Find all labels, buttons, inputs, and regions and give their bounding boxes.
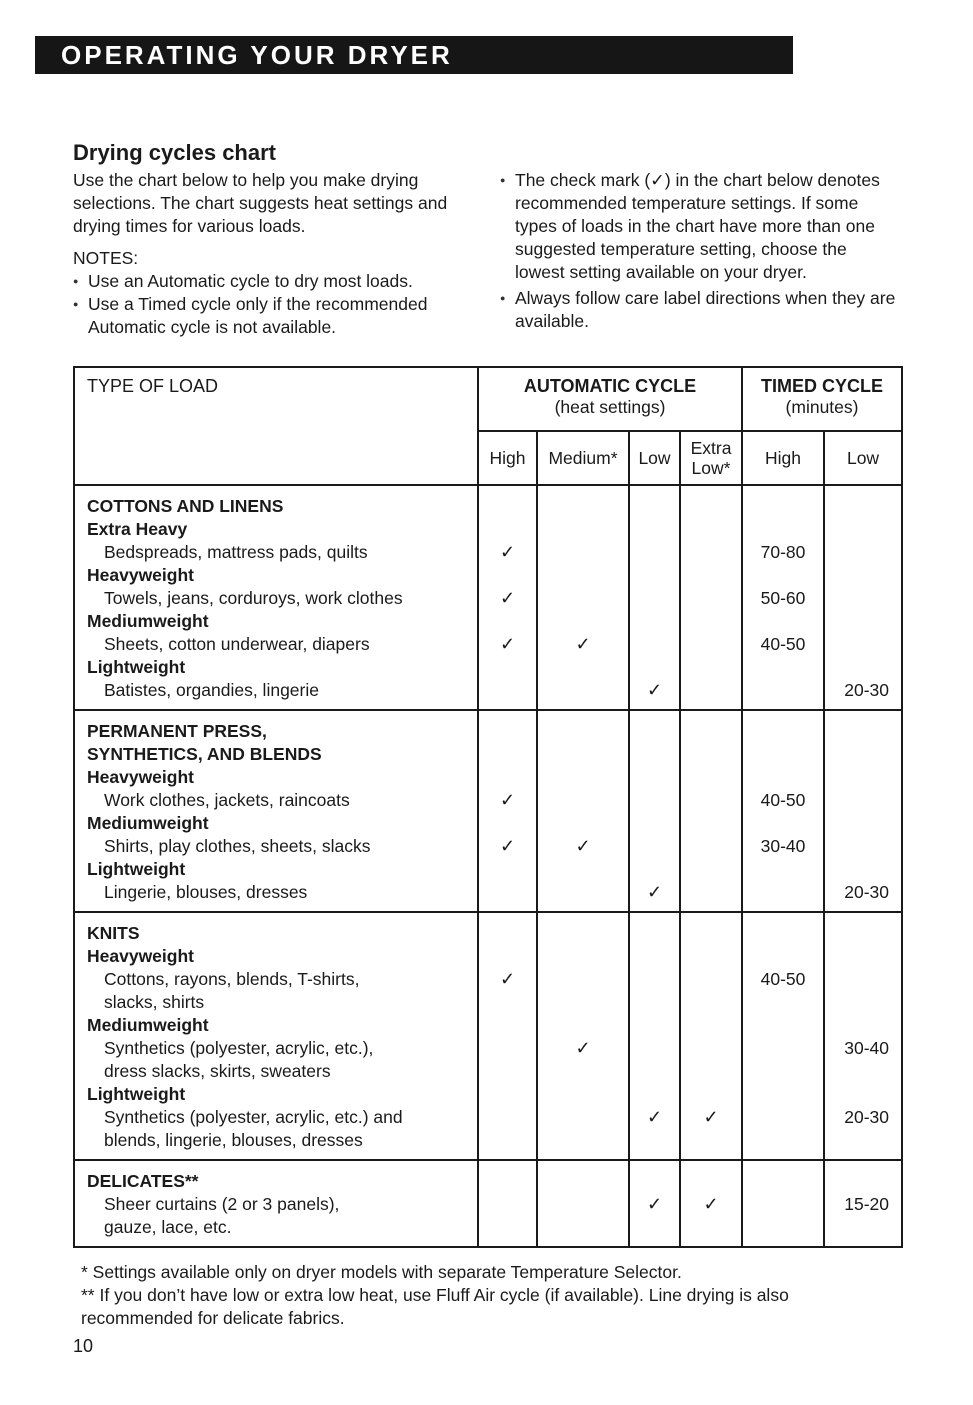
notes-heading: NOTES: xyxy=(73,248,139,268)
load-items: Shirts, play clothes, sheets, slacks xyxy=(104,836,371,856)
check-mark: ✓ xyxy=(499,634,516,654)
weight-label: Heavyweight xyxy=(87,565,194,585)
check-mark xyxy=(538,881,628,904)
time-value xyxy=(825,541,901,564)
auto-low-column xyxy=(629,710,680,912)
time-value: 70-80 xyxy=(760,542,806,562)
timed-high-column xyxy=(742,912,824,1160)
check-mark xyxy=(681,679,741,702)
auto-medium-column xyxy=(537,710,629,912)
auto-low-column xyxy=(629,912,680,1160)
timed-cycle-header xyxy=(742,367,902,431)
check-mark xyxy=(630,968,679,991)
load-type-cell xyxy=(74,1160,478,1247)
check-mark xyxy=(538,968,628,991)
note-bullet: ● Always follow care label directions when they are available. xyxy=(500,287,900,333)
check-mark: ✓ xyxy=(646,1194,663,1214)
check-mark: ✓ xyxy=(575,1038,591,1058)
check-mark xyxy=(681,541,741,564)
check-mark: ✓ xyxy=(499,790,516,810)
time-value: 20-30 xyxy=(844,882,890,902)
load-items: Towels, jeans, corduroys, work clothes xyxy=(104,588,403,608)
check-mark xyxy=(630,633,679,656)
auto-extra-low-column xyxy=(680,1160,742,1247)
auto-extra-low-column xyxy=(680,485,742,710)
timed-low-column xyxy=(824,485,902,710)
type-of-load-header: TYPE OF LOAD xyxy=(74,367,478,485)
load-items: Batistes, organdies, lingerie xyxy=(104,680,319,700)
automatic-cycle-title: AUTOMATIC CYCLE xyxy=(523,376,697,396)
timed-high-column xyxy=(742,710,824,912)
time-value xyxy=(825,633,901,656)
check-mark xyxy=(538,679,628,702)
check-mark xyxy=(681,968,741,991)
check-mark: ✓ xyxy=(499,969,516,989)
auto-low-column xyxy=(629,1160,680,1247)
load-items: Synthetics (polyester, acrylic, etc.), xyxy=(104,1038,374,1058)
time-value: 40-50 xyxy=(760,634,806,654)
check-mark: ✓ xyxy=(703,1194,719,1214)
time-value: 15-20 xyxy=(844,1194,890,1214)
auto-medium-column xyxy=(537,485,629,710)
group-title: DELICATES** xyxy=(87,1171,199,1191)
time-value: 50-60 xyxy=(760,588,806,608)
page-number: 10 xyxy=(73,1336,94,1356)
automatic-cycle-header xyxy=(478,367,742,431)
col-auto-high: High xyxy=(478,431,537,485)
weight-label: Lightweight xyxy=(87,657,186,677)
load-items: Synthetics (polyester, acrylic, etc.) and xyxy=(104,1107,403,1127)
check-mark xyxy=(681,633,741,656)
check-mark: ✓ xyxy=(499,542,516,562)
load-items: Lingerie, blouses, dresses xyxy=(104,882,308,902)
check-mark xyxy=(538,541,628,564)
group-title: SYNTHETICS, AND BLENDS xyxy=(87,744,322,764)
time-value xyxy=(743,1106,823,1129)
footnote: ** If you don’t have low or extra low heat, use Fluff Air cycle (if available). Line drying is also recommended for delicate fabrics. xyxy=(81,1285,789,1328)
check-mark xyxy=(630,1037,679,1060)
check-mark: ✓ xyxy=(499,836,516,856)
load-items: blends, lingerie, blouses, dresses xyxy=(104,1130,363,1150)
timed-low-column xyxy=(824,912,902,1160)
timed-cycle-title: TIMED CYCLE xyxy=(761,376,884,396)
check-mark: ✓ xyxy=(499,588,516,608)
time-value: 30-40 xyxy=(760,836,806,856)
col-auto-low: Low xyxy=(629,431,680,485)
timed-low-column xyxy=(824,710,902,912)
table-row-cottons xyxy=(74,485,902,710)
weight-label: Heavyweight xyxy=(87,946,194,966)
drying-cycles-table xyxy=(73,366,903,1248)
auto-low-column xyxy=(629,485,680,710)
intro-column xyxy=(73,169,473,339)
section-banner xyxy=(35,36,793,74)
check-mark xyxy=(630,541,679,564)
time-value: 40-50 xyxy=(760,790,806,810)
check-mark: ✓ xyxy=(646,1107,663,1127)
time-value: 40-50 xyxy=(760,969,806,989)
weight-label: Mediumweight xyxy=(87,1015,209,1035)
check-mark xyxy=(479,1037,536,1060)
auto-medium-column xyxy=(537,1160,629,1247)
table-row-permanent-press xyxy=(74,710,902,912)
weight-label: Heavyweight xyxy=(87,767,194,787)
check-mark: ✓ xyxy=(646,680,663,700)
load-items: Sheets, cotton underwear, diapers xyxy=(104,634,370,654)
group-title: PERMANENT PRESS, xyxy=(87,721,267,741)
time-value xyxy=(825,587,901,610)
col-timed-high: High xyxy=(742,431,824,485)
time-value xyxy=(825,789,901,812)
timed-high-column xyxy=(742,1160,824,1247)
check-mark xyxy=(538,1106,628,1129)
check-mark xyxy=(681,881,741,904)
time-value: 20-30 xyxy=(844,680,890,700)
auto-high-column xyxy=(478,912,537,1160)
time-value xyxy=(825,968,901,991)
time-value: 30-40 xyxy=(844,1038,890,1058)
load-items: dress slacks, skirts, sweaters xyxy=(104,1061,331,1081)
banner-title: OPERATING YOUR DRYER xyxy=(61,40,453,70)
auto-high-column xyxy=(478,1160,537,1247)
time-value xyxy=(743,1193,823,1216)
weight-label: Mediumweight xyxy=(87,813,209,833)
check-mark xyxy=(538,1193,628,1216)
automatic-cycle-subtitle: (heat settings) xyxy=(554,397,666,417)
check-mark xyxy=(538,587,628,610)
auto-extra-low-column xyxy=(680,912,742,1160)
footnotes xyxy=(73,1261,903,1330)
col-auto-extra-low xyxy=(680,431,742,485)
check-mark xyxy=(479,1106,536,1129)
check-mark xyxy=(681,835,741,858)
weight-label: Mediumweight xyxy=(87,611,209,631)
page-title: Drying cycles chart xyxy=(73,140,276,165)
load-items: Cottons, rayons, blends, T-shirts, xyxy=(104,969,360,989)
load-items: gauze, lace, etc. xyxy=(104,1217,232,1237)
note-bullet: ● The check mark (✓) in the chart below denotes recommended temperature settings. If some types of loads in the chart have more than one suggested temperature setting, choose the lowest setting available on your dryer. xyxy=(500,169,900,284)
time-value xyxy=(743,881,823,904)
check-mark xyxy=(479,1193,536,1216)
intro-text: Use the chart below to help you make drying selections. The chart suggests heat settings and drying times for various loads. xyxy=(73,170,448,236)
check-mark xyxy=(630,587,679,610)
weight-label: Lightweight xyxy=(87,1084,186,1104)
time-value xyxy=(743,1037,823,1060)
time-value xyxy=(825,835,901,858)
col-auto-extra-low-label: Extra Low* xyxy=(690,438,732,478)
load-items: Bedspreads, mattress pads, quilts xyxy=(104,542,368,562)
load-type-cell xyxy=(74,485,478,710)
check-mark xyxy=(479,881,536,904)
load-type-cell xyxy=(74,912,478,1160)
weight-label: Extra Heavy xyxy=(87,519,188,539)
group-title: KNITS xyxy=(87,923,140,943)
auto-medium-column xyxy=(537,912,629,1160)
check-mark xyxy=(630,789,679,812)
note-bullet: ● Use a Timed cycle only if the recommended Automatic cycle is not available. xyxy=(73,293,473,339)
check-mark: ✓ xyxy=(575,634,591,654)
timed-cycle-subtitle: (minutes) xyxy=(785,397,859,417)
check-mark: ✓ xyxy=(575,836,591,856)
check-mark: ✓ xyxy=(646,882,663,902)
check-mark xyxy=(479,679,536,702)
weight-label: Lightweight xyxy=(87,859,186,879)
timed-high-column xyxy=(742,485,824,710)
check-mark: ✓ xyxy=(703,1107,719,1127)
check-mark xyxy=(681,789,741,812)
check-mark xyxy=(538,789,628,812)
auto-high-column xyxy=(478,710,537,912)
time-value xyxy=(743,679,823,702)
timed-low-column xyxy=(824,1160,902,1247)
note-bullet: ● Use an Automatic cycle to dry most loads. xyxy=(73,270,473,293)
check-mark xyxy=(681,587,741,610)
check-mark xyxy=(630,835,679,858)
table-row-knits xyxy=(74,912,902,1160)
col-timed-low: Low xyxy=(824,431,902,485)
check-mark xyxy=(681,1037,741,1060)
auto-high-column xyxy=(478,485,537,710)
auto-extra-low-column xyxy=(680,710,742,912)
time-value: 20-30 xyxy=(844,1107,890,1127)
load-items: Sheer curtains (2 or 3 panels), xyxy=(104,1194,340,1214)
notes-column xyxy=(500,169,900,336)
group-title: COTTONS AND LINENS xyxy=(87,496,284,516)
load-items: Work clothes, jackets, raincoats xyxy=(104,790,350,810)
load-type-cell xyxy=(74,710,478,912)
col-auto-medium: Medium* xyxy=(537,431,629,485)
table-row-delicates xyxy=(74,1160,902,1247)
footnote: * Settings available only on dryer models with separate Temperature Selector. xyxy=(81,1262,682,1282)
load-items: slacks, shirts xyxy=(104,992,205,1012)
